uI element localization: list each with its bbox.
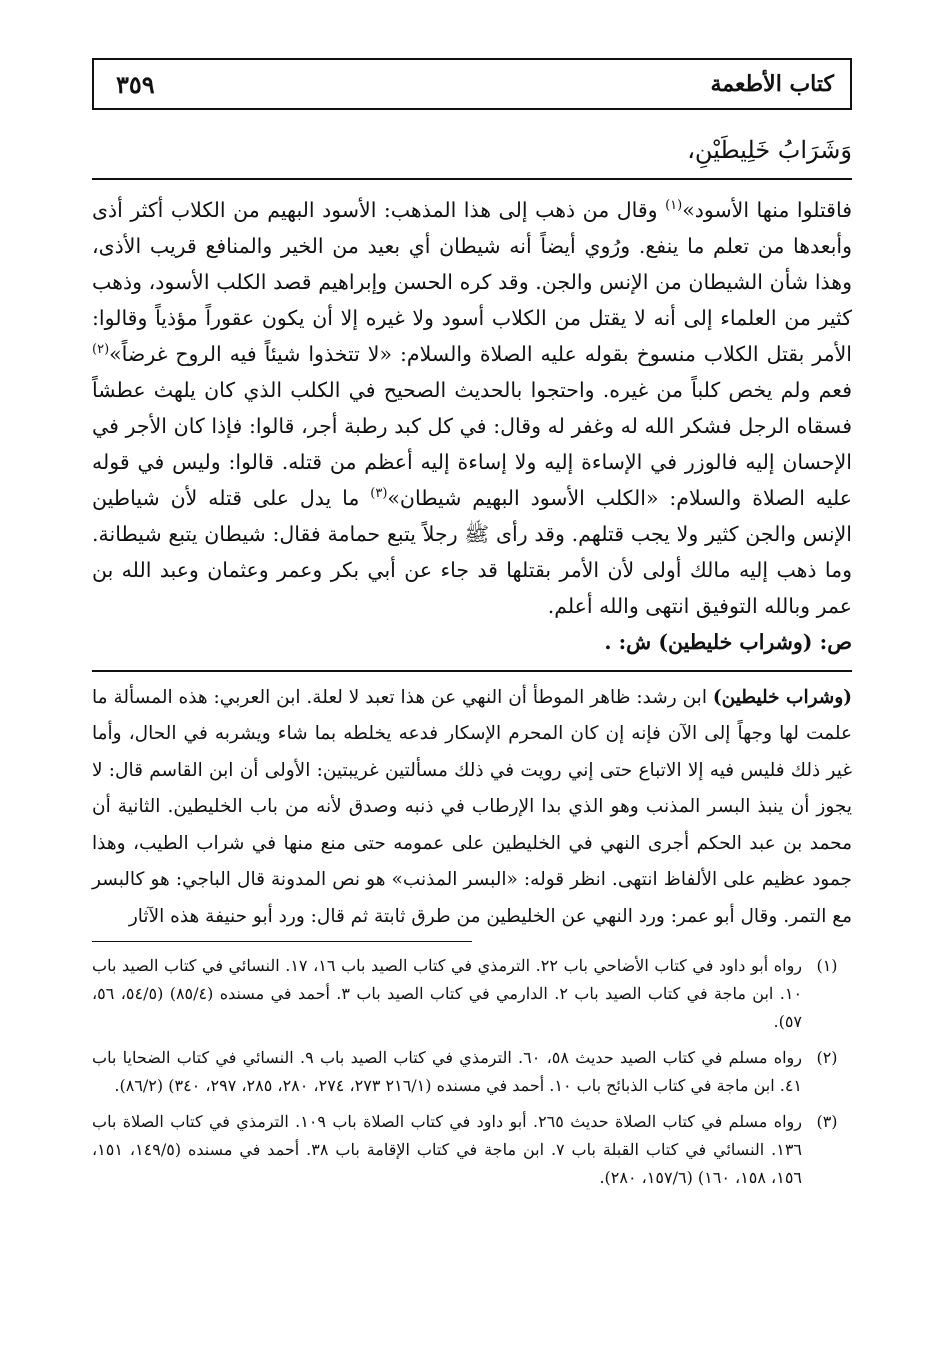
footnote-divider: [92, 941, 472, 942]
footnote-ref-2: (٢): [92, 341, 110, 357]
footnote-text: رواه مسلم في كتاب الصيد حديث ٥٨، ٦٠. الترمذي في كتاب الصيد باب ٩. النسائي في كتاب الضحايا باب ٤١. ابن ماجة في كتاب الذبائح باب ١٠. أحمد في مسنده (٢١٦/١ ٢٧٣، ٢٧٤، ٢٨٠، ٢٨٥، ٢٩٧، ٣٤٠) (٨٦/٢).: [92, 1048, 802, 1096]
footnote-number: (٢): [816, 1048, 838, 1068]
footnote-ref-3: (٣): [370, 485, 388, 501]
commentary-paragraph: [92, 192, 852, 624]
footnote-text: رواه أبو داود في كتاب الأضاحي باب ٢٢. الترمذي في كتاب الصيد باب ١٦، ١٧. النسائي في كتاب الصيد باب ١٠. ابن ماجة في كتاب الصيد باب ٢. الدارمي في كتاب الصيد باب ٣. أحمد في مسنده (٨٥/٤) (٥٤/٥، ٥٦، ٥٧).: [92, 956, 803, 1032]
footnote-text: رواه مسلم في كتاب الصلاة حديث ٢٦٥. أبو داود في كتاب الصلاة باب ١٠٩. الترمذي في كتاب الصلاة باب ١٣٦. النسائي في كتاب القبلة باب ٧. ابن ماجة في كتاب الإقامة باب ٣٨. أحمد في مسنده (١٤٩/٥، ١٥١، ١٥٦، ١٥٨، ١٦٠) (١٥٧/٦، ٢٨٠).: [92, 1112, 803, 1188]
footnotes-section: [92, 952, 852, 1192]
sharh-section: [92, 680, 852, 936]
sharh-lead: (وشراب خليطين): [712, 686, 852, 708]
footnote-2: [92, 1044, 852, 1100]
chapter-title: كتاب الأطعمة: [710, 71, 834, 97]
page-number: ٣٥٩: [116, 69, 155, 99]
book-page: [92, 58, 852, 1200]
matn-text: [92, 134, 852, 180]
footnote-3: [92, 1108, 852, 1192]
commentary-text-c: فعم ولم يخص كلباً من غيره. واحتجوا بالحديث الصحيح في الكلب الذي كان يلهث عطشاً فسقاه الرجل فشكر الله له وغفر له وقال: في كل كبد رطبة أجر، قالوا: فإذا كان الأجر في الإحسان إليه فالوزر في الإساءة إليه ولا إساءة إليه أعظم من قتله. قالوا: وليس في قوله عليه الصلاة والسلام: «الكلب الأسود البهيم شيطان»: [92, 377, 852, 510]
footnote-ref-1: (١): [665, 197, 683, 213]
footnote-number: (١): [816, 956, 838, 976]
commentary-text-d: ما يدل على قتله لأن شياطين الإنس والجن كثير ولا يجب قتلهم. وقد رأى ﷺ رجلاً يتبع حمامة فقال: شيطان يتبع شيطانة. وما ذهب إليه مالك أولى لأن الأمر بقتلها قد جاء عن أبي بكر وعمر وعثمان وعبد الله بن عمر وبالله التوفيق انتهى والله أعلم.: [92, 485, 852, 618]
commentary-text-b: وقال من ذهب إلى هذا المذهب: الأسود البهيم من الكلاب أكثر أذى وأبعدها من تعلم ما ينفع. ورُوي أيضاً أنه شيطان أي بعيد من الخير والمنافع قريب الأذى، وهذا شأن الشيطان من الإنس والجن. وقد كره الحسن وإبراهيم قصد الكلب الأسود، وذهب كثير من العلماء إلى أنه لا يقتل من الكلاب أسود ولا غيره إلا أن يكون عقوراً مؤذياً وقالوا: الأمر بقتل الكلاب منسوخ بقوله عليه الصلاة والسلام: «لا تتخذوا شيئاً فيه الروح غرضاً»: [92, 197, 852, 366]
matn-line: وَشَرَابُ خَلِيطَيْنِ،: [687, 136, 852, 164]
footnote-number: (٣): [816, 1112, 838, 1132]
footnote-1: [92, 952, 852, 1036]
commentary-text-a: فاقتلوا منها الأسود»: [682, 197, 853, 222]
section-divider: [92, 670, 852, 672]
commentary-section: [92, 192, 852, 660]
matn-reference-line: ص: (وشراب خليطين) ش: .: [604, 629, 852, 654]
sharh-text: ابن رشد: ظاهر الموطأ أن النهي عن هذا تعبد لا لعلة. ابن العربي: هذه المسألة ما علمت لها وجهاً إلى الآن فإنه إن كان المحرم الإسكار فدعه يخلطه بما شاء ويشربه في الحال، وأما غير ذلك فليس فيه إلا الاتباع حتى إني رويت في ذلك مسألتين غريبتين: الأولى أن ابن القاسم قال: لا يجوز أن ينبذ البسر المذنب وهو الذي بدا الإرطاب في ذنبه وصدق لأنه من باب الخليطين. الثانية أن محمد بن عبد الحكم أجرى النهي في الخليطين على عمومه حتى منع منها في شراب الطيب، وهذا جمود عظيم على الألفاظ انتهى. انظر قوله: «البسر المذنب» هو نص المدونة قال الباجي: هو كالبسر مع التمر. وقال أبو عمر: ورد النهي عن الخليطين من طرق ثابتة ثم قال: ورد أبو حنيفة هذه الآثار: [92, 686, 852, 927]
running-header: [92, 58, 852, 110]
